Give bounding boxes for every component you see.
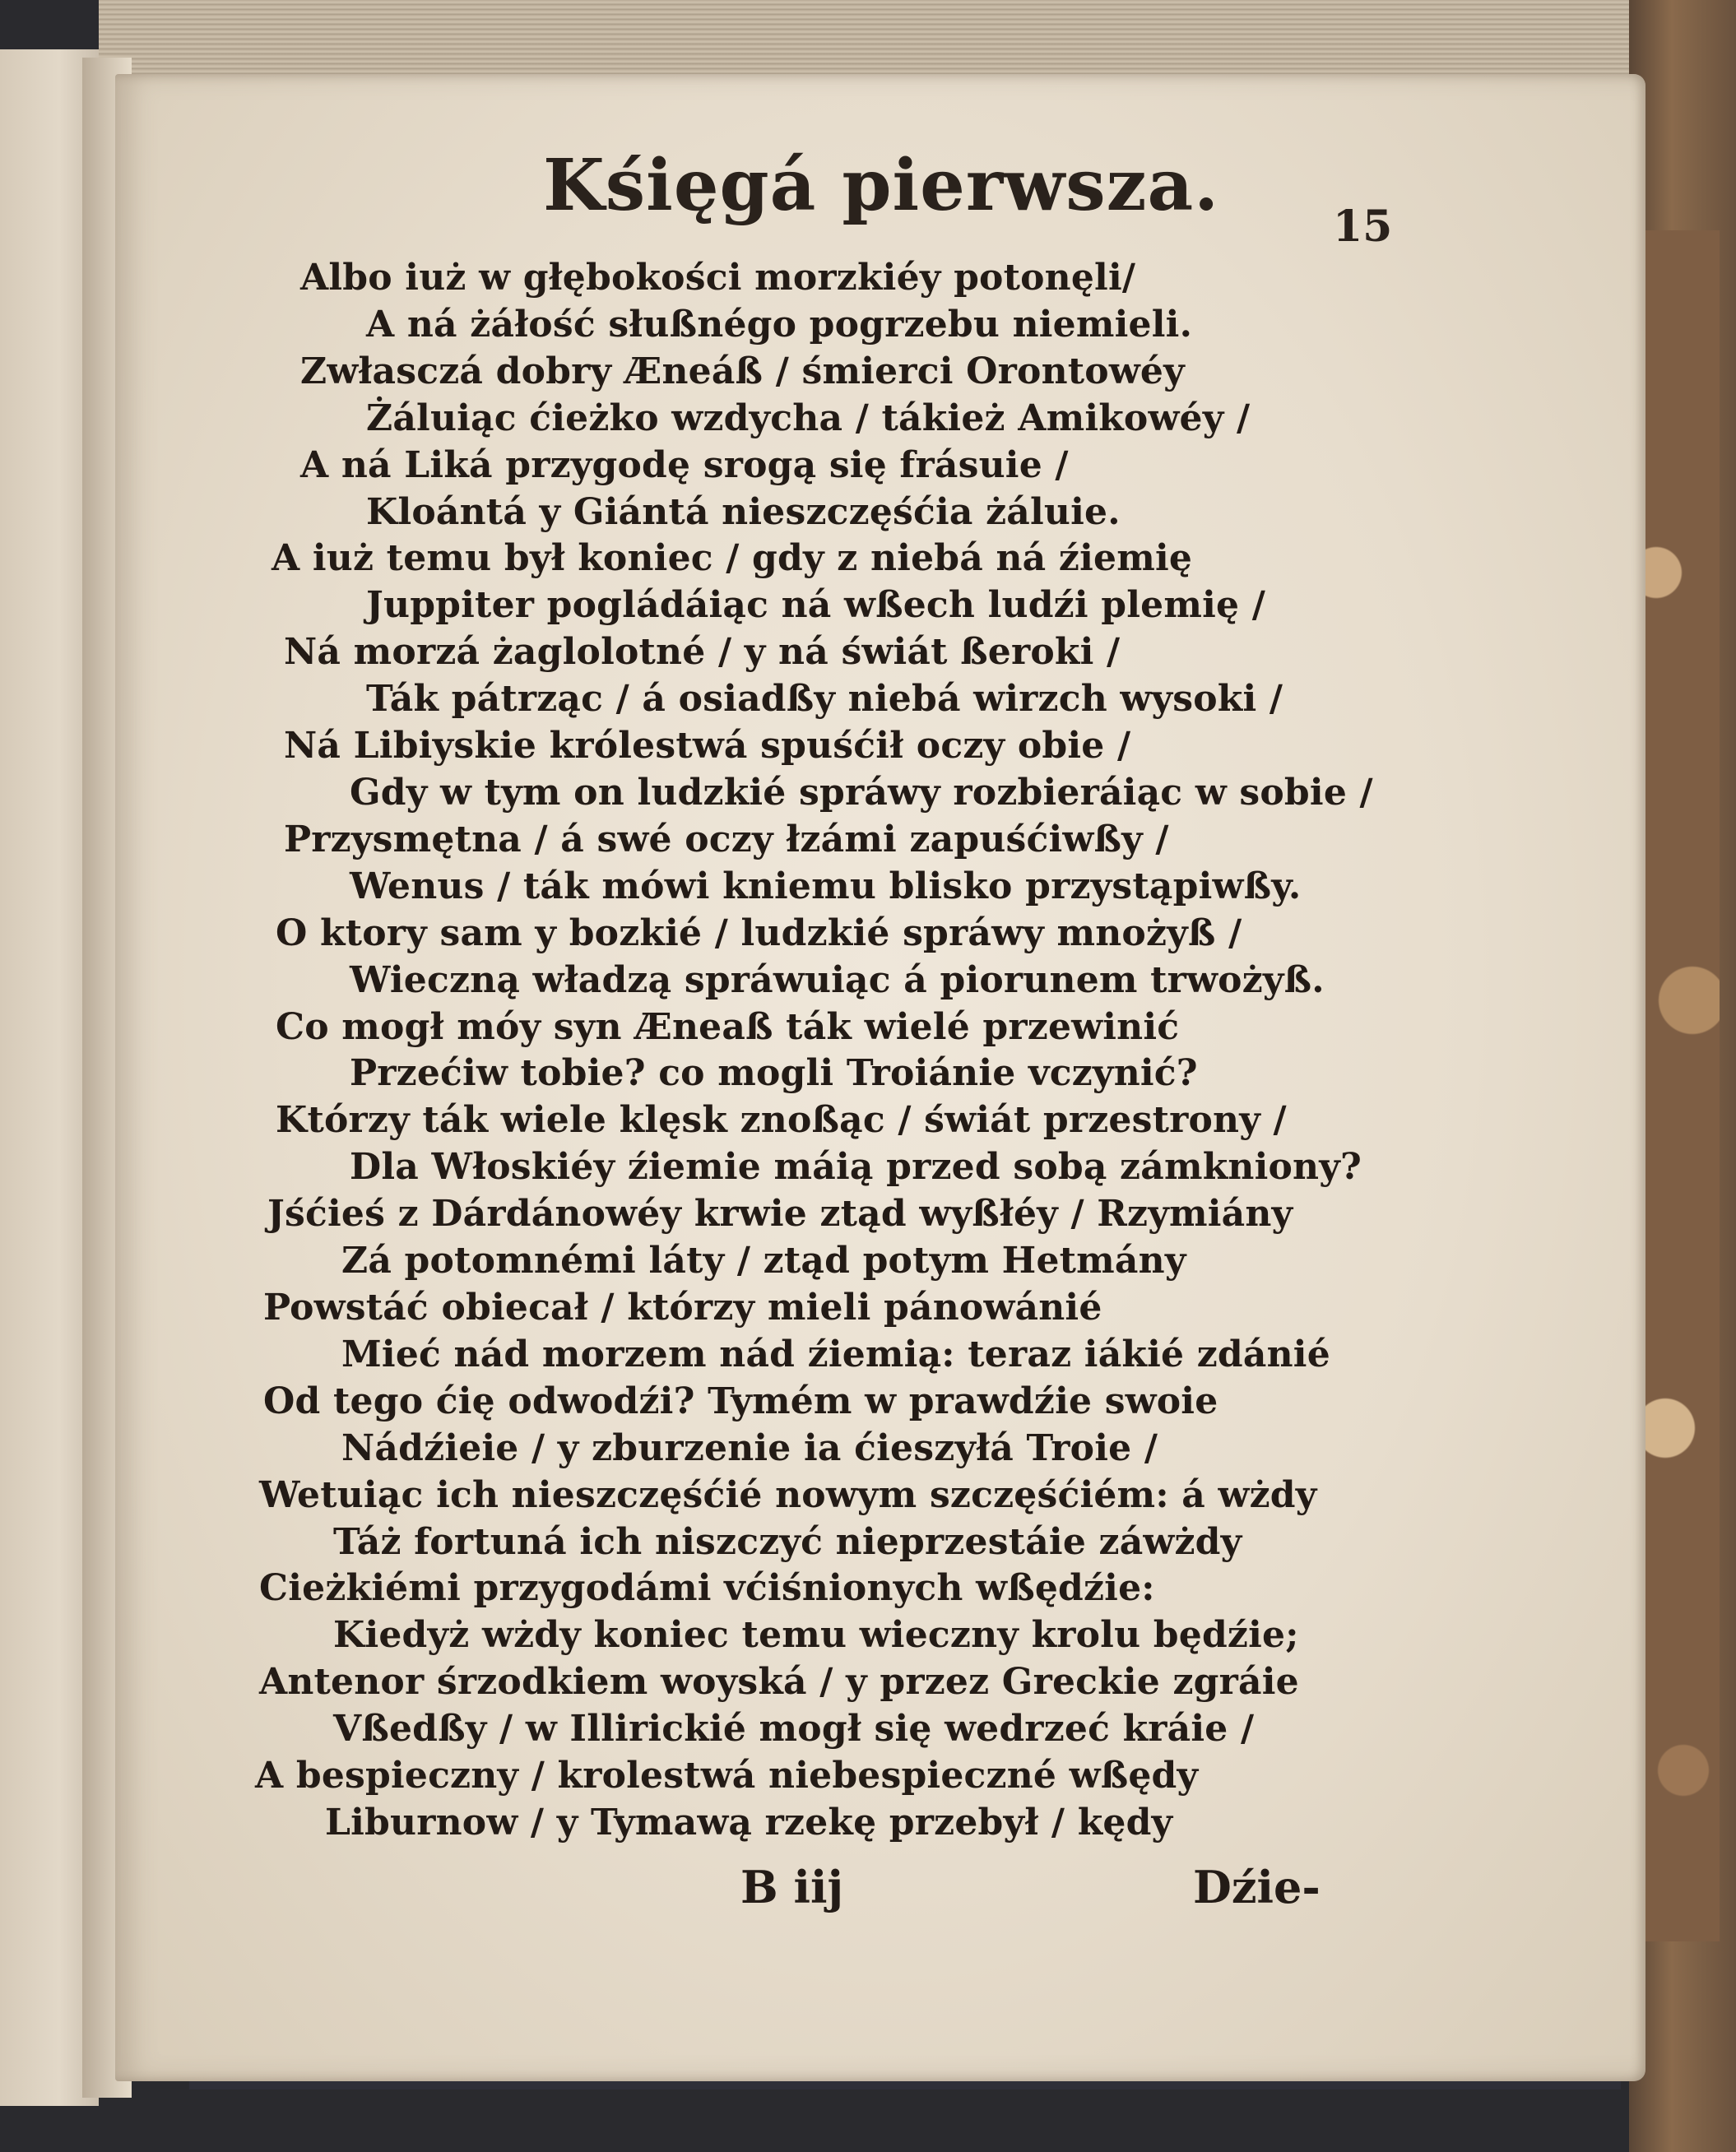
verse-line: Wetuiąc ich nieszczęśćié nowym szczęśćiém: á wżdy	[259, 1474, 1317, 1516]
verse-line: A iuż temu był koniec / gdy z niebá ná źiemię	[272, 537, 1193, 579]
page-number: 15	[1333, 202, 1393, 252]
verse-line: Jśćieś z Dárdánowéy krwie ztąd wyßłéy / Rzymiány	[267, 1193, 1293, 1235]
book-top-edge	[99, 0, 1678, 84]
verse-line: Od tego ćię odwodźi? Tymém w prawdźie swoie	[263, 1380, 1218, 1422]
verse-line: A ná Liká przygodę srogą się frásuie /	[300, 444, 1069, 486]
verse-line: Juppiter pogládáiąc ná wßech ludźi plemię /	[366, 584, 1266, 626]
verse-line: Kloántá y Giántá nieszczęśćia żáluie.	[366, 491, 1121, 533]
verse-line: Żáluiąc ćieżko wzdycha / tákież Amikowéy /	[366, 397, 1251, 439]
verse-line: Kiedyż wżdy koniec temu wieczny krolu będźie;	[333, 1614, 1299, 1656]
verse-line: Przysmętna / á swé oczy łzámi zapuśćiwßy /	[284, 819, 1169, 860]
verse-line: Wenus / ták mówi kniemu blisko przystąpiwßy.	[350, 865, 1302, 907]
verse-line: Wieczną władzą spráwuiąc á piorunem trwożyß.	[350, 959, 1325, 1001]
verse-line: Przećiw tobie? co mogli Troiánie vczynić?	[350, 1052, 1198, 1094]
catchword: Dźie-	[1193, 1861, 1321, 1913]
verse-line: Cieżkiémi przygodámi vćiśnionych wßędźie:	[259, 1567, 1155, 1609]
verse-line: O ktory sam y bozkié / ludzkié spráwy mnożyß /	[276, 912, 1242, 954]
verse-line: Zá potomnémi láty / ztąd potym Hetmány	[341, 1240, 1186, 1282]
verse-line: Mieć nád morzem nád źiemią: teraz iákié zdánié	[341, 1333, 1330, 1375]
verse-line: Nádźieie / y zburzenie ia ćieszyłá Troie /	[341, 1427, 1158, 1469]
verse-line: Zwłasczá dobry Æneáß / śmierci Orontowéy	[300, 350, 1185, 392]
verse-line: Dla Włoskiéy źiemie máią przed sobą zámkniony?	[350, 1146, 1362, 1188]
verse-line: Vßedßy / w Illirickié mogł się wedrzeć kráie /	[333, 1708, 1255, 1750]
verse-line: Ná Libiyskie królestwá spuśćił oczy obie /	[284, 725, 1131, 767]
verse-line: Ták pátrząc / á osiadßy niebá wirzch wysoki /	[366, 678, 1283, 720]
verse-line: Liburnow / y Tymawą rzekę przebył / kędy	[325, 1802, 1173, 1844]
verse-line: Gdy w tym on ludzkié spráwy rozbieráiąc w sobie /	[350, 772, 1373, 814]
verse-line: A bespieczny / krolestwá niebespieczné wßędy	[255, 1755, 1199, 1797]
verse-line: Albo iuż w głębokości morzkiéy potonęli/	[300, 257, 1136, 299]
verse-line: Powstáć obiecał / którzy mieli pánowánié	[263, 1287, 1102, 1329]
verse-line: Co mogł móy syn Æneaß ták wielé przewinić	[276, 1006, 1180, 1048]
running-head: Kśięgá pierwsza.	[543, 144, 1220, 227]
verse-line: Którzy ták wiele klęsk znoßąc / świát przestrony /	[276, 1099, 1287, 1141]
verse-line: Ná morzá żaglolotné / y ná świát ßeroki /	[284, 631, 1121, 673]
signature-mark: B iij	[740, 1861, 844, 1913]
verse-line: Táż fortuná ich niszczyć nieprzestáie záwżdy	[333, 1521, 1242, 1563]
verse-line: Antenor śrzodkiem woyská / y przez Greckie zgráie	[259, 1661, 1299, 1703]
verse-line: A ná żáłość słußnégo pogrzebu niemieli.	[366, 304, 1193, 346]
